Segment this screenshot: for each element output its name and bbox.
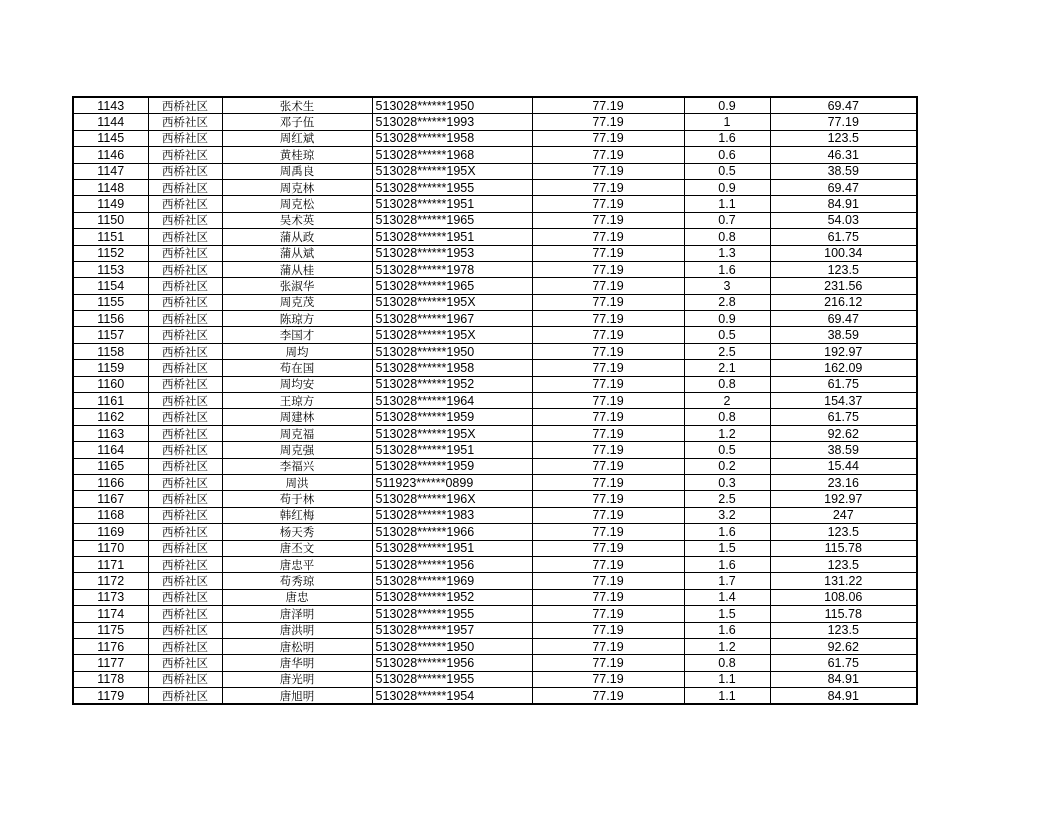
area-cell: 1.5 xyxy=(684,540,770,556)
table-row xyxy=(73,147,917,163)
community-cell: 西桥社区 xyxy=(148,212,222,228)
name-cell: 王琼方 xyxy=(222,393,372,409)
area-cell: 2.5 xyxy=(684,343,770,359)
id-number-cell: 513028******1952 xyxy=(372,376,532,392)
id-number-cell: 513028******195X xyxy=(372,425,532,441)
name-cell: 黄桂琼 xyxy=(222,147,372,163)
unit-price-cell: 77.19 xyxy=(532,278,684,294)
name-cell: 张术生 xyxy=(222,97,372,114)
table-row xyxy=(73,556,917,572)
id-number-cell: 513028******1959 xyxy=(372,409,532,425)
amount-cell: 23.16 xyxy=(770,474,917,490)
unit-price-cell: 77.19 xyxy=(532,196,684,212)
name-cell: 吴术英 xyxy=(222,212,372,228)
community-cell: 西桥社区 xyxy=(148,163,222,179)
table-row xyxy=(73,524,917,540)
area-cell: 1.2 xyxy=(684,638,770,654)
table-row xyxy=(73,360,917,376)
table-row xyxy=(73,229,917,245)
area-cell: 0.5 xyxy=(684,163,770,179)
id-number-cell: 513028******1956 xyxy=(372,655,532,671)
area-cell: 1 xyxy=(684,114,770,130)
row-number-cell: 1143 xyxy=(73,97,148,114)
area-cell: 1.6 xyxy=(684,130,770,146)
id-number-cell: 513028******1953 xyxy=(372,245,532,261)
table-body xyxy=(73,97,917,704)
unit-price-cell: 77.19 xyxy=(532,163,684,179)
amount-cell: 154.37 xyxy=(770,393,917,409)
community-cell: 西桥社区 xyxy=(148,425,222,441)
name-cell: 蒲从斌 xyxy=(222,245,372,261)
amount-cell: 84.91 xyxy=(770,671,917,687)
area-cell: 0.8 xyxy=(684,376,770,392)
community-cell: 西桥社区 xyxy=(148,540,222,556)
id-number-cell: 513028******1951 xyxy=(372,196,532,212)
community-cell: 西桥社区 xyxy=(148,409,222,425)
area-cell: 1.7 xyxy=(684,573,770,589)
row-number-cell: 1166 xyxy=(73,474,148,490)
area-cell: 2.5 xyxy=(684,491,770,507)
community-cell: 西桥社区 xyxy=(148,622,222,638)
name-cell: 周均 xyxy=(222,343,372,359)
row-number-cell: 1157 xyxy=(73,327,148,343)
id-number-cell: 513028******1966 xyxy=(372,524,532,540)
table-row xyxy=(73,606,917,622)
area-cell: 0.7 xyxy=(684,212,770,228)
row-number-cell: 1147 xyxy=(73,163,148,179)
name-cell: 周禹良 xyxy=(222,163,372,179)
id-number-cell: 513028******1952 xyxy=(372,589,532,605)
unit-price-cell: 77.19 xyxy=(532,393,684,409)
amount-cell: 192.97 xyxy=(770,491,917,507)
community-cell: 西桥社区 xyxy=(148,393,222,409)
row-number-cell: 1160 xyxy=(73,376,148,392)
unit-price-cell: 77.19 xyxy=(532,130,684,146)
table-row xyxy=(73,540,917,556)
amount-cell: 92.62 xyxy=(770,638,917,654)
amount-cell: 38.59 xyxy=(770,163,917,179)
amount-cell: 247 xyxy=(770,507,917,523)
name-cell: 李福兴 xyxy=(222,458,372,474)
unit-price-cell: 77.19 xyxy=(532,688,684,705)
name-cell: 周红斌 xyxy=(222,130,372,146)
row-number-cell: 1145 xyxy=(73,130,148,146)
community-cell: 西桥社区 xyxy=(148,638,222,654)
amount-cell: 69.47 xyxy=(770,97,917,114)
amount-cell: 115.78 xyxy=(770,540,917,556)
unit-price-cell: 77.19 xyxy=(532,474,684,490)
name-cell: 唐光明 xyxy=(222,671,372,687)
community-cell: 西桥社区 xyxy=(148,114,222,130)
row-number-cell: 1178 xyxy=(73,671,148,687)
unit-price-cell: 77.19 xyxy=(532,229,684,245)
unit-price-cell: 77.19 xyxy=(532,311,684,327)
id-number-cell: 513028******1955 xyxy=(372,179,532,195)
id-number-cell: 513028******1950 xyxy=(372,343,532,359)
area-cell: 0.3 xyxy=(684,474,770,490)
unit-price-cell: 77.19 xyxy=(532,147,684,163)
table-row xyxy=(73,163,917,179)
table-row xyxy=(73,655,917,671)
unit-price-cell: 77.19 xyxy=(532,638,684,654)
area-cell: 1.3 xyxy=(684,245,770,261)
name-cell: 唐忠 xyxy=(222,589,372,605)
amount-cell: 92.62 xyxy=(770,425,917,441)
amount-cell: 84.91 xyxy=(770,688,917,705)
id-number-cell: 513028******1958 xyxy=(372,360,532,376)
table-row xyxy=(73,114,917,130)
area-cell: 0.2 xyxy=(684,458,770,474)
row-number-cell: 1172 xyxy=(73,573,148,589)
area-cell: 0.5 xyxy=(684,327,770,343)
id-number-cell: 511923******0899 xyxy=(372,474,532,490)
unit-price-cell: 77.19 xyxy=(532,606,684,622)
amount-cell: 61.75 xyxy=(770,376,917,392)
amount-cell: 162.09 xyxy=(770,360,917,376)
amount-cell: 54.03 xyxy=(770,212,917,228)
amount-cell: 131.22 xyxy=(770,573,917,589)
row-number-cell: 1170 xyxy=(73,540,148,556)
id-number-cell: 513028******1965 xyxy=(372,212,532,228)
amount-cell: 77.19 xyxy=(770,114,917,130)
table-row xyxy=(73,458,917,474)
table-row xyxy=(73,130,917,146)
unit-price-cell: 77.19 xyxy=(532,655,684,671)
amount-cell: 61.75 xyxy=(770,229,917,245)
area-cell: 0.5 xyxy=(684,442,770,458)
row-number-cell: 1146 xyxy=(73,147,148,163)
community-cell: 西桥社区 xyxy=(148,294,222,310)
table-row xyxy=(73,491,917,507)
area-cell: 1.6 xyxy=(684,524,770,540)
name-cell: 邓子伍 xyxy=(222,114,372,130)
unit-price-cell: 77.19 xyxy=(532,589,684,605)
table-row xyxy=(73,589,917,605)
row-number-cell: 1156 xyxy=(73,311,148,327)
amount-cell: 115.78 xyxy=(770,606,917,622)
table-row xyxy=(73,393,917,409)
community-cell: 西桥社区 xyxy=(148,655,222,671)
community-cell: 西桥社区 xyxy=(148,261,222,277)
table-row xyxy=(73,179,917,195)
unit-price-cell: 77.19 xyxy=(532,556,684,572)
unit-price-cell: 77.19 xyxy=(532,409,684,425)
row-number-cell: 1153 xyxy=(73,261,148,277)
table-row xyxy=(73,294,917,310)
id-number-cell: 513028******196X xyxy=(372,491,532,507)
table-row xyxy=(73,327,917,343)
amount-cell: 38.59 xyxy=(770,327,917,343)
name-cell: 蒲从政 xyxy=(222,229,372,245)
amount-cell: 123.5 xyxy=(770,524,917,540)
table-row xyxy=(73,573,917,589)
area-cell: 0.6 xyxy=(684,147,770,163)
id-number-cell: 513028******1950 xyxy=(372,638,532,654)
id-number-cell: 513028******1950 xyxy=(372,97,532,114)
amount-cell: 123.5 xyxy=(770,261,917,277)
id-number-cell: 513028******1958 xyxy=(372,130,532,146)
community-cell: 西桥社区 xyxy=(148,179,222,195)
table-row xyxy=(73,622,917,638)
data-table xyxy=(72,96,918,705)
unit-price-cell: 77.19 xyxy=(532,524,684,540)
area-cell: 1.2 xyxy=(684,425,770,441)
row-number-cell: 1152 xyxy=(73,245,148,261)
id-number-cell: 513028******1957 xyxy=(372,622,532,638)
area-cell: 1.4 xyxy=(684,589,770,605)
name-cell: 韩红梅 xyxy=(222,507,372,523)
id-number-cell: 513028******1955 xyxy=(372,671,532,687)
id-number-cell: 513028******1951 xyxy=(372,442,532,458)
id-number-cell: 513028******1955 xyxy=(372,606,532,622)
name-cell: 苟秀琼 xyxy=(222,573,372,589)
table-row xyxy=(73,507,917,523)
name-cell: 唐松明 xyxy=(222,638,372,654)
name-cell: 蒲从桂 xyxy=(222,261,372,277)
unit-price-cell: 77.19 xyxy=(532,294,684,310)
amount-cell: 231.56 xyxy=(770,278,917,294)
community-cell: 西桥社区 xyxy=(148,311,222,327)
name-cell: 周均安 xyxy=(222,376,372,392)
community-cell: 西桥社区 xyxy=(148,458,222,474)
row-number-cell: 1176 xyxy=(73,638,148,654)
name-cell: 唐洪明 xyxy=(222,622,372,638)
unit-price-cell: 77.19 xyxy=(532,491,684,507)
row-number-cell: 1171 xyxy=(73,556,148,572)
row-number-cell: 1173 xyxy=(73,589,148,605)
area-cell: 1.6 xyxy=(684,261,770,277)
id-number-cell: 513028******1964 xyxy=(372,393,532,409)
area-cell: 1.1 xyxy=(684,688,770,705)
community-cell: 西桥社区 xyxy=(148,589,222,605)
name-cell: 唐丕文 xyxy=(222,540,372,556)
name-cell: 周克松 xyxy=(222,196,372,212)
unit-price-cell: 77.19 xyxy=(532,327,684,343)
row-number-cell: 1161 xyxy=(73,393,148,409)
unit-price-cell: 77.19 xyxy=(532,622,684,638)
community-cell: 西桥社区 xyxy=(148,327,222,343)
id-number-cell: 513028******195X xyxy=(372,294,532,310)
table-row xyxy=(73,409,917,425)
unit-price-cell: 77.19 xyxy=(532,360,684,376)
unit-price-cell: 77.19 xyxy=(532,343,684,359)
unit-price-cell: 77.19 xyxy=(532,573,684,589)
unit-price-cell: 77.19 xyxy=(532,114,684,130)
name-cell: 张淑华 xyxy=(222,278,372,294)
community-cell: 西桥社区 xyxy=(148,671,222,687)
table-row xyxy=(73,311,917,327)
table-row xyxy=(73,442,917,458)
row-number-cell: 1179 xyxy=(73,688,148,705)
area-cell: 0.8 xyxy=(684,229,770,245)
amount-cell: 100.34 xyxy=(770,245,917,261)
community-cell: 西桥社区 xyxy=(148,556,222,572)
row-number-cell: 1158 xyxy=(73,343,148,359)
area-cell: 0.8 xyxy=(684,655,770,671)
name-cell: 唐旭明 xyxy=(222,688,372,705)
name-cell: 唐泽明 xyxy=(222,606,372,622)
area-cell: 2 xyxy=(684,393,770,409)
amount-cell: 15.44 xyxy=(770,458,917,474)
unit-price-cell: 77.19 xyxy=(532,179,684,195)
community-cell: 西桥社区 xyxy=(148,97,222,114)
name-cell: 李国才 xyxy=(222,327,372,343)
table-row xyxy=(73,343,917,359)
area-cell: 1.6 xyxy=(684,556,770,572)
area-cell: 1.5 xyxy=(684,606,770,622)
row-number-cell: 1154 xyxy=(73,278,148,294)
area-cell: 3 xyxy=(684,278,770,294)
row-number-cell: 1164 xyxy=(73,442,148,458)
table-row xyxy=(73,376,917,392)
table-row xyxy=(73,638,917,654)
id-number-cell: 513028******1959 xyxy=(372,458,532,474)
name-cell: 周建林 xyxy=(222,409,372,425)
table-row xyxy=(73,278,917,294)
row-number-cell: 1177 xyxy=(73,655,148,671)
community-cell: 西桥社区 xyxy=(148,147,222,163)
row-number-cell: 1167 xyxy=(73,491,148,507)
row-number-cell: 1165 xyxy=(73,458,148,474)
table-row xyxy=(73,196,917,212)
amount-cell: 84.91 xyxy=(770,196,917,212)
unit-price-cell: 77.19 xyxy=(532,245,684,261)
row-number-cell: 1175 xyxy=(73,622,148,638)
amount-cell: 69.47 xyxy=(770,179,917,195)
area-cell: 3.2 xyxy=(684,507,770,523)
community-cell: 西桥社区 xyxy=(148,606,222,622)
community-cell: 西桥社区 xyxy=(148,573,222,589)
community-cell: 西桥社区 xyxy=(148,688,222,705)
row-number-cell: 1148 xyxy=(73,179,148,195)
unit-price-cell: 77.19 xyxy=(532,507,684,523)
community-cell: 西桥社区 xyxy=(148,245,222,261)
id-number-cell: 513028******1965 xyxy=(372,278,532,294)
row-number-cell: 1144 xyxy=(73,114,148,130)
area-cell: 0.9 xyxy=(684,97,770,114)
id-number-cell: 513028******1951 xyxy=(372,540,532,556)
name-cell: 苟于林 xyxy=(222,491,372,507)
id-number-cell: 513028******195X xyxy=(372,327,532,343)
community-cell: 西桥社区 xyxy=(148,360,222,376)
amount-cell: 123.5 xyxy=(770,556,917,572)
id-number-cell: 513028******1978 xyxy=(372,261,532,277)
row-number-cell: 1155 xyxy=(73,294,148,310)
community-cell: 西桥社区 xyxy=(148,343,222,359)
area-cell: 0.8 xyxy=(684,409,770,425)
id-number-cell: 513028******1968 xyxy=(372,147,532,163)
community-cell: 西桥社区 xyxy=(148,278,222,294)
name-cell: 周克强 xyxy=(222,442,372,458)
name-cell: 周克林 xyxy=(222,179,372,195)
community-cell: 西桥社区 xyxy=(148,491,222,507)
name-cell: 杨天秀 xyxy=(222,524,372,540)
unit-price-cell: 77.19 xyxy=(532,458,684,474)
community-cell: 西桥社区 xyxy=(148,474,222,490)
table-row xyxy=(73,245,917,261)
row-number-cell: 1151 xyxy=(73,229,148,245)
unit-price-cell: 77.19 xyxy=(532,97,684,114)
area-cell: 2.8 xyxy=(684,294,770,310)
unit-price-cell: 77.19 xyxy=(532,376,684,392)
community-cell: 西桥社区 xyxy=(148,376,222,392)
amount-cell: 61.75 xyxy=(770,655,917,671)
amount-cell: 46.31 xyxy=(770,147,917,163)
table-row xyxy=(73,212,917,228)
amount-cell: 61.75 xyxy=(770,409,917,425)
amount-cell: 123.5 xyxy=(770,130,917,146)
id-number-cell: 513028******1993 xyxy=(372,114,532,130)
area-cell: 2.1 xyxy=(684,360,770,376)
area-cell: 1.1 xyxy=(684,671,770,687)
row-number-cell: 1174 xyxy=(73,606,148,622)
id-number-cell: 513028******1954 xyxy=(372,688,532,705)
community-cell: 西桥社区 xyxy=(148,442,222,458)
area-cell: 1.1 xyxy=(684,196,770,212)
name-cell: 陈琼方 xyxy=(222,311,372,327)
community-cell: 西桥社区 xyxy=(148,196,222,212)
table-row xyxy=(73,261,917,277)
id-number-cell: 513028******1967 xyxy=(372,311,532,327)
unit-price-cell: 77.19 xyxy=(532,671,684,687)
community-cell: 西桥社区 xyxy=(148,507,222,523)
table-row xyxy=(73,474,917,490)
amount-cell: 123.5 xyxy=(770,622,917,638)
id-number-cell: 513028******1983 xyxy=(372,507,532,523)
community-cell: 西桥社区 xyxy=(148,524,222,540)
unit-price-cell: 77.19 xyxy=(532,212,684,228)
id-number-cell: 513028******195X xyxy=(372,163,532,179)
amount-cell: 108.06 xyxy=(770,589,917,605)
unit-price-cell: 77.19 xyxy=(532,261,684,277)
table-row xyxy=(73,425,917,441)
unit-price-cell: 77.19 xyxy=(532,540,684,556)
name-cell: 周克福 xyxy=(222,425,372,441)
unit-price-cell: 77.19 xyxy=(532,425,684,441)
area-cell: 0.9 xyxy=(684,179,770,195)
row-number-cell: 1163 xyxy=(73,425,148,441)
area-cell: 1.6 xyxy=(684,622,770,638)
community-cell: 西桥社区 xyxy=(148,229,222,245)
table-row xyxy=(73,97,917,114)
row-number-cell: 1150 xyxy=(73,212,148,228)
row-number-cell: 1149 xyxy=(73,196,148,212)
area-cell: 0.9 xyxy=(684,311,770,327)
id-number-cell: 513028******1956 xyxy=(372,556,532,572)
amount-cell: 69.47 xyxy=(770,311,917,327)
amount-cell: 216.12 xyxy=(770,294,917,310)
name-cell: 唐华明 xyxy=(222,655,372,671)
table-row xyxy=(73,671,917,687)
id-number-cell: 513028******1951 xyxy=(372,229,532,245)
name-cell: 周洪 xyxy=(222,474,372,490)
id-number-cell: 513028******1969 xyxy=(372,573,532,589)
unit-price-cell: 77.19 xyxy=(532,442,684,458)
table-row xyxy=(73,688,917,705)
community-cell: 西桥社区 xyxy=(148,130,222,146)
row-number-cell: 1159 xyxy=(73,360,148,376)
name-cell: 周克茂 xyxy=(222,294,372,310)
row-number-cell: 1162 xyxy=(73,409,148,425)
row-number-cell: 1168 xyxy=(73,507,148,523)
amount-cell: 192.97 xyxy=(770,343,917,359)
name-cell: 苟在国 xyxy=(222,360,372,376)
name-cell: 唐忠平 xyxy=(222,556,372,572)
row-number-cell: 1169 xyxy=(73,524,148,540)
amount-cell: 38.59 xyxy=(770,442,917,458)
